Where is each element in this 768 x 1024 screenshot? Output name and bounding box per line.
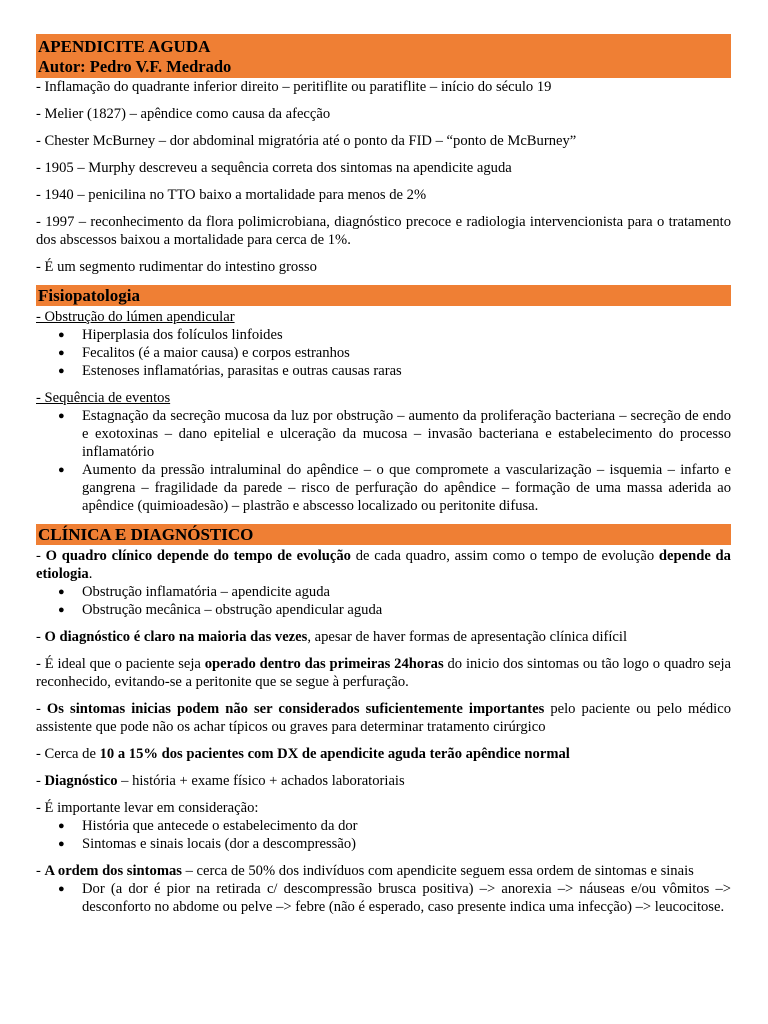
bold-text: Diagnóstico [44,773,118,789]
clinica-paragraph-4 [36,700,731,736]
text-run: do inicio dos sintomas ou tão logo o quadro seja reconhecido, evitando-se a peritonite que se segue à perfuração. [36,656,732,690]
clinica-paragraph-8 [36,862,731,880]
author-line: Autor: Pedro V.F. Medrado [38,57,232,76]
intro-line-5: - 1940 – penicilina no TTO baixo a mortalidade para menos de 2% [36,187,427,203]
clinica-paragraph-1 [36,547,731,583]
subheading-obstrucao: - Obstrução do lúmen apendicular [36,309,235,325]
bold-text: O diagnóstico é claro na maioria das vezes [44,629,308,645]
bullet-list-ordem-sintomas [36,880,731,916]
list-item: ● Aumento da pressão intraluminal do apêndice – o que compromete a vascularização – isquemia – infarto e gangrena – fragilidade da parede – risco de perfuração do apêndice – formação de uma massa aderida ao apêndice (quimioadesão) – plastrão e abscesso localizado ou peritonite difusa. [36,461,731,515]
list-item: ● Sintomas e sinais locais (dor a descompressão) [36,835,731,853]
intro-line-7: - É um segmento rudimentar do intestino grosso [36,259,317,275]
list-item: ● Dor (a dor é pior na retirada c/ descompressão brusca positiva) –> anorexia –> náuseas e/ou vômitos –> desconforto no abdome ou pelve –> febre (não é esperado, caso presente indica uma infecção) –> leucocitose. [36,880,731,916]
bullet-list-consideracao [36,817,731,853]
bold-text: 10 a 15% dos pacientes com DX de apendicite aguda terão apêndice normal [99,746,570,762]
bold-text: A ordem dos sintomas [44,863,182,879]
list-item: ● Estenoses inflamatórias, parasitas e outras causas raras [36,362,731,380]
intro-line-2: - Melier (1827) – apêndice como causa da afecção [36,106,331,122]
text-run: – história + exame físico + achados laboratoriais [117,773,405,789]
title-header [36,34,731,78]
clinica-paragraph-2 [36,628,731,646]
intro-line-1: - Inflamação do quadrante inferior direito – peritiflite ou paratiflite – início do século 19 [36,79,552,95]
clinica-paragraph-7: - É importante levar em consideração: [36,800,259,816]
intro-line-4: - 1905 – Murphy descreveu a sequência correta dos sintomas na apendicite aguda [36,160,512,176]
text-run: . [88,566,93,582]
text-run: de cada quadro, assim como o tempo de evolução [350,548,659,564]
bullet-list-obstrucao [36,326,731,380]
text-run: - [36,701,47,717]
text-run: - [36,863,45,879]
bullet-list-obstrucao-tipos [36,583,731,619]
clinica-paragraph-3 [36,655,731,691]
text-run: - Cerca de [36,746,100,762]
intro-line-3: - Chester McBurney – dor abdominal migratória até o ponto da FID – “ponto de McBurney” [36,133,577,149]
text-run: - [36,548,46,564]
text-run: - É ideal que o paciente seja [36,656,205,672]
text-run: pelo paciente ou pelo médico assistente que pode não os achar típicos ou graves para determinar tratamento cirúrgico [36,701,731,735]
list-item: ● História que antecede o estabelecimento da dor [36,817,731,835]
bullet-list-sequencia [36,407,731,515]
list-item: ● Obstrução inflamatória – apendicite aguda [36,583,731,601]
section-header-clinica: CLÍNICA E DIAGNÓSTICO [36,524,731,545]
text-run: – cerca de 50% dos indivíduos com apendicite seguem essa ordem de sintomas e sinais [181,863,694,879]
subheading-sequencia: - Sequência de eventos [36,390,171,406]
list-item: ● Obstrução mecânica – obstrução apendicular aguda [36,601,731,619]
list-item: ● Hiperplasia dos folículos linfoides [36,326,731,344]
bold-text: depende da etiologia [36,548,731,582]
text-run: - [36,629,45,645]
text-run: , apesar de haver formas de apresentação clínica difícil [307,629,628,645]
list-item: ● Estagnação da secreção mucosa da luz por obstrução – aumento da proliferação bacteriana – secreção de endo e exotoxinas – dano epitelial e ulceração da mucosa – invasão bacteriana e estabelecimento do processo inflamatório [36,407,731,461]
bold-text: O quadro clínico depende do tempo de evolução [45,548,351,564]
page-title: APENDICITE AGUDA [38,37,211,56]
list-item: ● Fecalitos (é a maior causa) e corpos estranhos [36,344,731,362]
bold-text: Os sintomas inicias podem não ser considerados suficientemente importantes [46,701,545,717]
intro-line-6: - 1997 – reconhecimento da flora polimicrobiana, diagnóstico precoce e radiologia intervencionista para o tratamento dos abscessos baixou a mortalidade para cerca de 1%. [36,214,731,248]
clinica-paragraph-6 [36,772,731,790]
section-header-fisiopatologia: Fisiopatologia [36,285,731,306]
clinica-paragraph-5 [36,745,731,763]
bold-text: operado dentro das primeiras 24horas [204,656,444,672]
text-run: - [36,773,45,789]
